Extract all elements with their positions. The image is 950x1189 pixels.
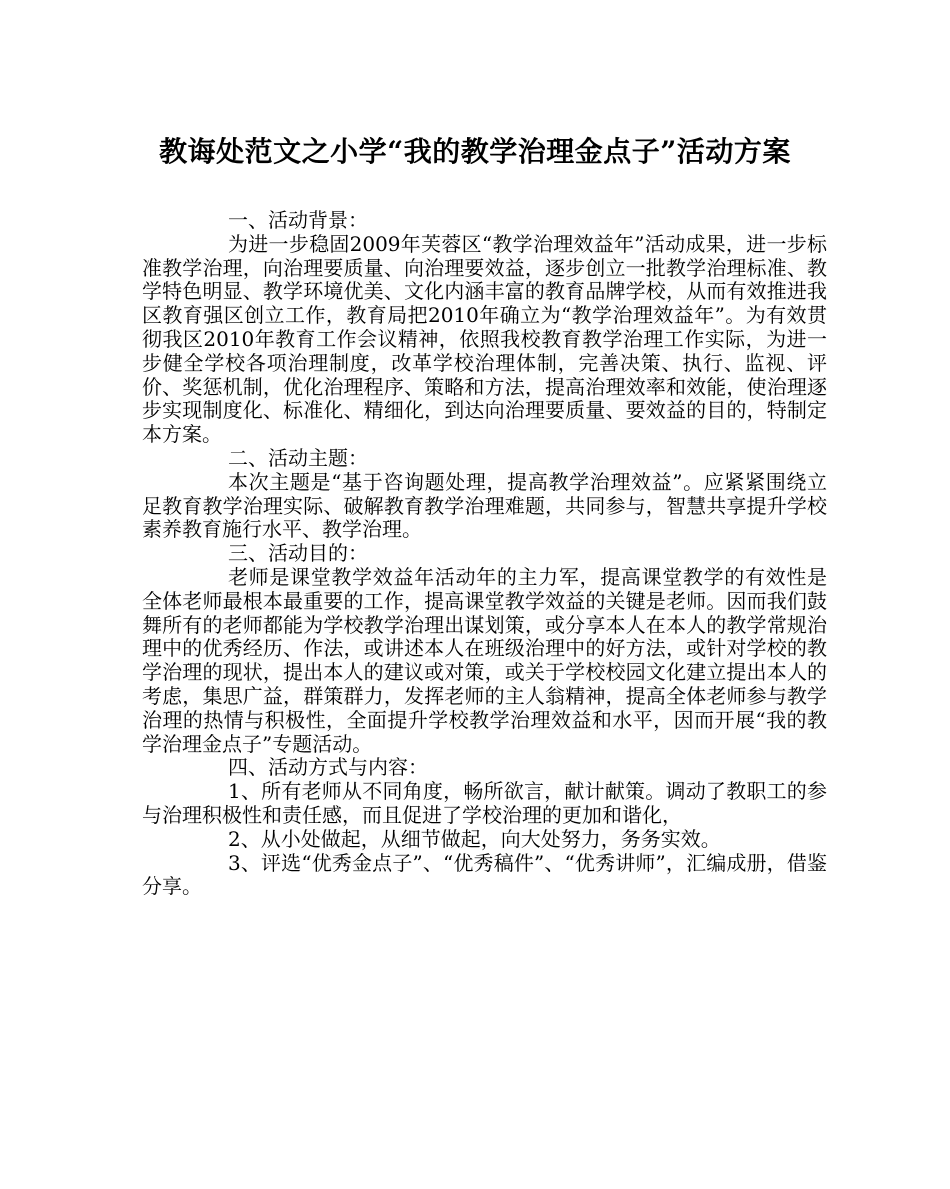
document-body (142, 209, 827, 899)
section-heading-method: 四、活动方式与内容： (228, 755, 428, 780)
section-heading-purpose: 三、活动目的： (228, 541, 368, 566)
purpose-paragraph: 老师是课堂教学效益年活动年的主力军，提高课堂教学的有效性是全体老师最根本最重要的工作，提高课堂教学效益的关键是老师。因而我们鼓舞所有的老师都能为学校教学治理出谋划策，或分享本人在本人的教学常规治理中的优秀经历、作法，或讲述本人在班级治理中的好方法，或针对学校的教学治理的现状，提出本人的建议或对策，或关于学校校园文化建立提出本人的考虑，集思广益，群策群力，发挥老师的主人翁精神，提高全体老师参与教学治理的热情与积极性，全面提升学校教学治理效益和水平，因而开展“我的教学治理金点子”专题活动。 (142, 564, 827, 756)
theme-paragraph: 本次主题是“基于咨询题处理，提高教学治理效益”。应紧紧围绕立足教育教学治理实际、破解教育教学治理难题，共同参与，智慧共享提升学校素养教育施行水平、教学治理。 (142, 469, 827, 542)
method-item-2: 2、从小处做起，从细节做起，向大处努力，务务实效。 (228, 826, 721, 851)
background-paragraph: 为进一步稳固2009年芙蓉区“教学治理效益年”活动成果，进一步标准教学治理，向治理要质量、向治理要效益，逐步创立一批教学治理标准、教学特色明显、教学环境优美、文化内涵丰富的教育品牌学校，从而有效推进我区教育强区创立工作，教育局把2010年确立为“教学治理效益年”。为有效贯彻我区2010年教育工作会议精神，依照我校教育教学治理工作实际，为进一步健全学校各项治理制度，改革学校治理体制，完善决策、执行、监视、评价、奖惩机制，优化治理程序、策略和方法，提高治理效率和效能，使治理逐步实现制度化、标准化、精细化，到达向治理要质量、要效益的目的，特制定本方案。 (142, 231, 827, 447)
document-title: 教诲处范文之小学“我的教学治理金点子”活动方案 (159, 135, 791, 168)
method-item-3: 3、评选“优秀金点子”、“优秀稿件”、“优秀讲师”，汇编成册，借鉴分享。 (142, 850, 827, 899)
section-heading-background: 一、活动背景： (228, 208, 368, 232)
method-item-1: 1、所有老师从不同角度，畅所欲言，献计献策。调动了教职工的参与治理积极性和责任感，而且促进了学校治理的更加和谐化， (142, 779, 827, 827)
section-heading-theme: 二、活动主题： (228, 445, 368, 470)
